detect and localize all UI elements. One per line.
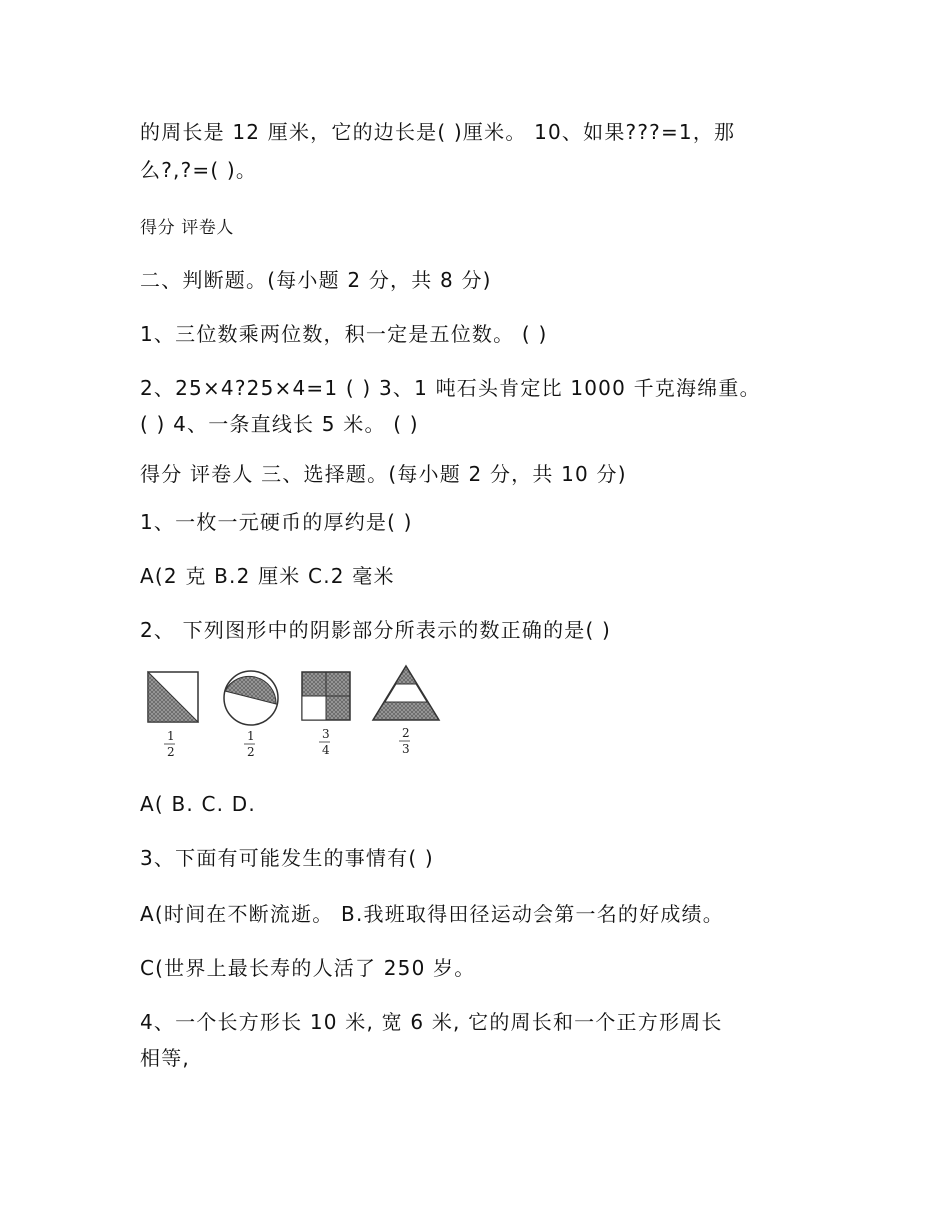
grid-fraction-numerator: 3 [322, 727, 330, 741]
choice-question-3-option-c: C(世界上最长寿的人活了 250 岁。 [140, 956, 476, 980]
choice-question-4-continued: 相等, [140, 1046, 190, 1070]
choice-question-4: 4、一个长方形长 10 米, 宽 6 米, 它的周长和一个正方形周长 [140, 1010, 723, 1034]
choice-question-3-options-ab: A(时间在不断流逝。 B.我班取得田径运动会第一名的好成绩。 [140, 902, 724, 926]
grid-fraction-denominator: 4 [322, 743, 330, 757]
section-2-heading: 二、判断题。(每小题 2 分，共 8 分) [140, 268, 492, 292]
text-line-1: 的周长是 12 厘米，它的边长是( )厘米。 10、如果???=1，那 [140, 120, 736, 144]
section-3-heading: 得分 评卷人 三、选择题。(每小题 2 分，共 10 分) [140, 462, 627, 486]
circle-fraction-denominator: 2 [247, 745, 255, 759]
triangle-fraction-numerator: 2 [402, 726, 410, 740]
choice-question-1: 1、一枚一元硬币的厚约是( ) [140, 510, 413, 534]
circle-fraction-numerator: 1 [247, 729, 255, 743]
triangle-fraction-denominator: 3 [402, 742, 410, 756]
circle-figure [224, 671, 278, 759]
square-fraction-numerator: 1 [167, 729, 175, 743]
choice-question-1-options: A(2 克 B.2 厘米 C.2 毫米 [140, 564, 395, 588]
triangle-figure [373, 666, 439, 756]
grid-figure [302, 672, 350, 757]
judge-question-2-3: 2、25×4?25×4=1 ( ) 3、1 吨石头肯定比 1000 千克海绵重。 [140, 376, 761, 400]
choice-question-2: 2、 下列图形中的阴影部分所表示的数正确的是( ) [140, 618, 612, 642]
square-fraction-denominator: 2 [167, 745, 175, 759]
choice-question-3: 3、下面有可能发生的事情有( ) [140, 846, 434, 870]
judge-question-1: 1、三位数乘两位数，积一定是五位数。 ( ) [140, 322, 548, 346]
choice-question-2-options: A( B. C. D. [140, 792, 256, 816]
shaded-figures [140, 660, 460, 770]
square-figure [148, 672, 198, 759]
judge-question-4: ( ) 4、一条直线长 5 米。 ( ) [140, 412, 419, 436]
text-line-2: 么?,?=( )。 [140, 158, 258, 182]
score-grader-label: 得分 评卷人 [140, 218, 235, 238]
